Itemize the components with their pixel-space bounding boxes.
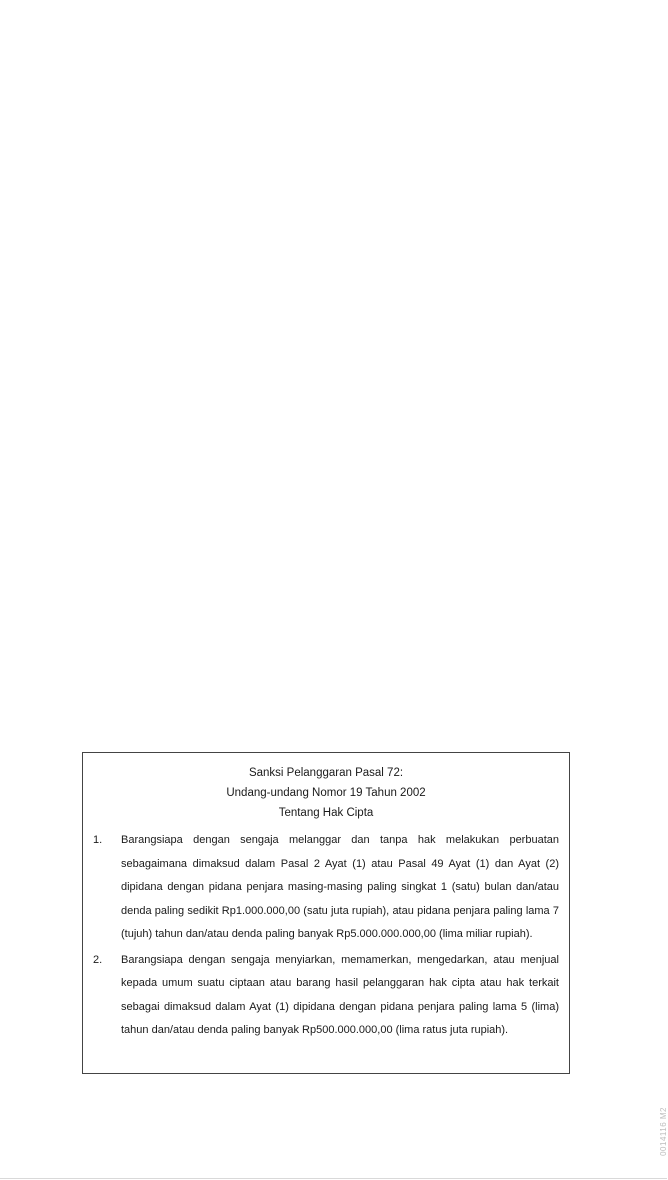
rule-number: 1. xyxy=(93,834,103,846)
rule-item-2 xyxy=(93,949,559,1043)
law-reference: Undang-undang Nomor 19 Tahun 2002 xyxy=(226,787,426,799)
sanction-heading xyxy=(93,763,559,823)
rule-item-1 xyxy=(93,829,559,947)
rule-number: 2. xyxy=(93,953,103,966)
rules-list xyxy=(93,829,559,1043)
rule-text: Barangsiapa dengan sengaja melanggar dan tanpa hak melakukan perbuatan sebagaimana dimaksud dalam Pasal 2 Ayat (1) atau Pasal 49 Ayat (1) dan Ayat (2) dipidana dengan pidana penjara masing-masing paling singkat 1 (satu) bulan dan/atau denda paling sedikit Rp1.000.000,00 (satu juta rupiah), atau pidana penjara paling lama 7 (tujuh) tahun dan/atau denda paling banyak Rp5.000.000.000,00 (lima miliar rupiah). xyxy=(121,834,559,940)
page-bottom-divider xyxy=(0,1178,667,1179)
sanction-title: Sanksi Pelanggaran Pasal 72: xyxy=(248,767,404,779)
rule-text: Barangsiapa dengan sengaja menyiarkan, memamerkan, mengedarkan, atau menjual kepada umum suatu ciptaan atau barang hasil pelanggaran hak cipta atau hak terkait sebagai dimaksud dalam Ayat (1) dipidana dengan pidana penjara paling lama 5 (lima) tahun dan/atau denda paling banyak Rp500.000.000,00 (lima ratus juta rupiah). xyxy=(121,953,559,1036)
edge-stamp: 0014116 M2 xyxy=(659,1107,668,1156)
sanction-box xyxy=(82,752,570,1074)
law-subject: Tentang Hak Cipta xyxy=(278,807,374,819)
